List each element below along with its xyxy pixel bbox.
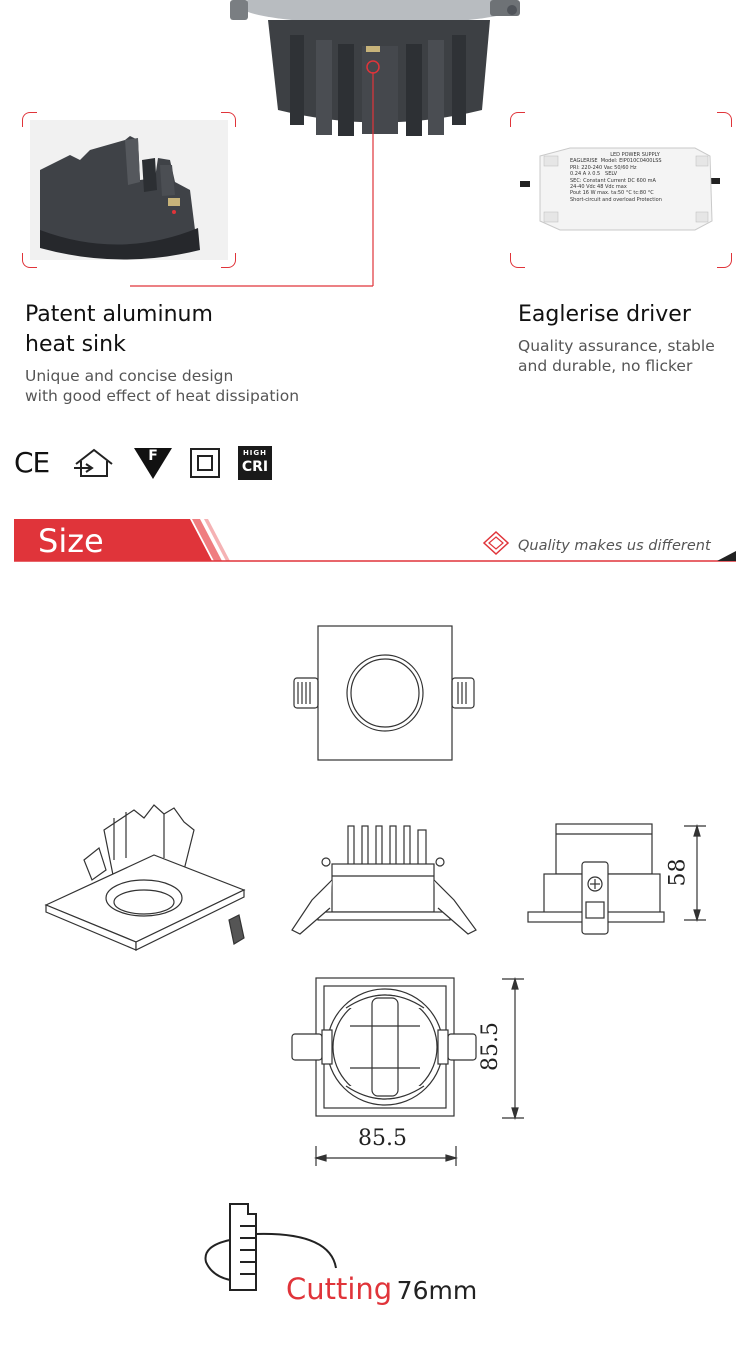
driver-label-selv: SELV xyxy=(605,171,618,178)
driver-label-cur: 0.24 A λ 0.5 xyxy=(570,171,601,178)
dimension-width: 85.5 xyxy=(358,1126,407,1151)
heatsink-desc-2: with good effect of heat dissipation xyxy=(25,387,300,405)
driver-label-line: LED POWER SUPPLY xyxy=(610,152,660,158)
driver-label-brand: EAGLERISE xyxy=(570,158,598,165)
size-section-title: Size xyxy=(38,522,104,560)
driver-label-pri: PRI: 220-240 Vac 50/60 Hz xyxy=(570,164,637,171)
drawing-top-view xyxy=(288,620,480,762)
heatsink-title-2: heat sink xyxy=(25,332,126,357)
heatsink-image xyxy=(30,120,228,260)
drawing-front-view xyxy=(290,820,482,940)
section-tagline: Quality makes us different xyxy=(518,538,711,554)
f-mark-icon xyxy=(133,446,173,480)
ce-mark-icon xyxy=(14,446,56,480)
ce-mark-text: CE xyxy=(14,446,50,479)
cutting-label: Cutting xyxy=(286,1272,393,1306)
driver-label-sec: SEC: Constant Current DC 600 mA xyxy=(570,177,656,184)
driver-label-p: Pout 16 W max. ta:50 °C tc:80 °C xyxy=(570,190,654,197)
class-ii-icon xyxy=(189,446,221,480)
driver-label-v: 24-40 Vdc 48 Vdc max xyxy=(570,184,627,191)
drawing-bottom-view xyxy=(286,976,482,1122)
cutting-size xyxy=(286,1272,477,1306)
drawing-side-view xyxy=(526,822,672,938)
diamond-logo-icon xyxy=(482,530,510,556)
f-mark-text: F xyxy=(148,448,158,464)
depth-dimension-line xyxy=(500,976,530,1122)
driver-label-short: Short-circuit and overload Protection xyxy=(570,196,662,203)
dimension-height: 58 xyxy=(665,858,691,887)
driver-desc-1: Quality assurance, stable xyxy=(518,337,715,355)
high-cri-icon xyxy=(238,446,272,480)
driver-title: Eaglerise driver xyxy=(518,302,691,327)
cutting-value: 76mm xyxy=(396,1276,478,1305)
driver-image xyxy=(520,126,720,246)
driver-desc-2: and durable, no flicker xyxy=(518,357,693,375)
heatsink-feature xyxy=(25,300,345,406)
driver-label-model: Model: EIP010C0400LSS xyxy=(600,158,662,165)
driver-photo-frame xyxy=(510,112,732,268)
heatsink-desc-1: Unique and concise design xyxy=(25,367,234,385)
driver-label-text xyxy=(570,152,700,203)
driver-feature xyxy=(518,300,748,376)
drawing-iso-view xyxy=(44,800,250,960)
dimension-depth: 85.5 xyxy=(477,1022,503,1071)
heatsink-photo-frame xyxy=(22,112,236,268)
indoor-use-icon xyxy=(72,446,116,480)
high-cri-top: HIGH xyxy=(242,449,268,457)
high-cri-bottom: CRI xyxy=(241,459,269,475)
heatsink-title-1: Patent aluminum xyxy=(25,302,213,327)
